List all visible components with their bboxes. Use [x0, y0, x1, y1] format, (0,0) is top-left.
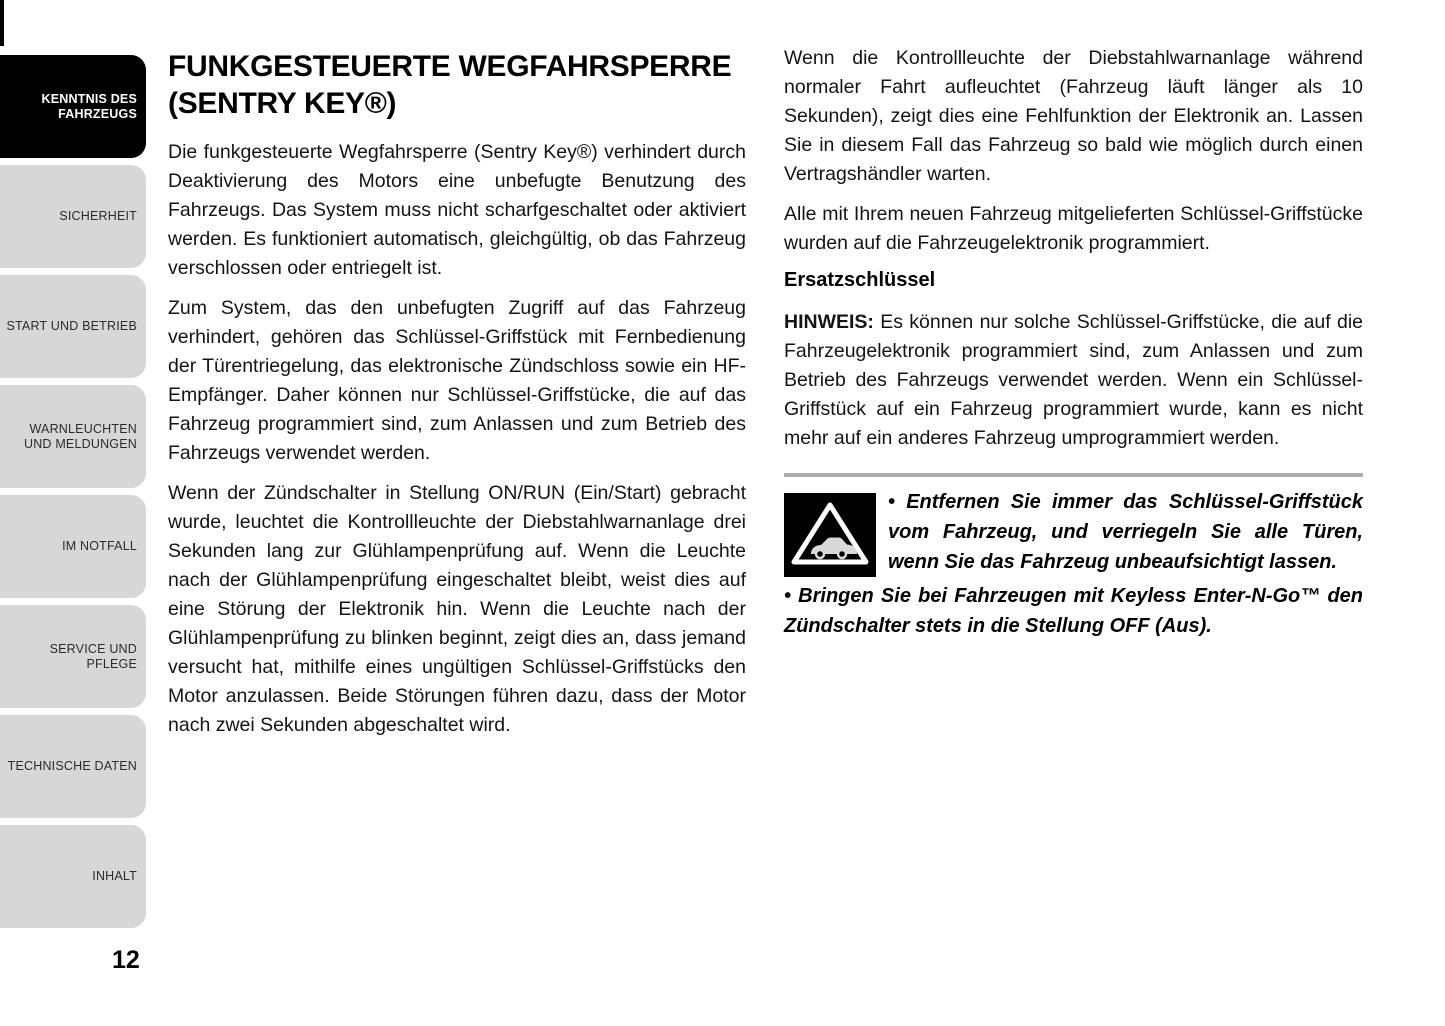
sidebar — [0, 55, 146, 928]
right-column — [784, 44, 1363, 645]
note-label: HINWEIS: — [784, 311, 874, 333]
note-text: Es können nur solche Schlüssel-Griffstücke, die auf die Fahrzeugelektronik programmiert sind, zum Anlassen und zum Betrieb des Fahrzeugs verwendet werden. Wenn ein Schlüssel-Griffstück auf ein Fahrzeug programmiert wurde, kann es nicht mehr auf ein anderes Fahrzeug umprogrammiert werden. — [784, 311, 1364, 449]
warning-bullet: • Entfernen Sie immer das Schlüssel-Griffstück vom Fahrzeug, und verriegeln Sie alle Türen, wenn Sie das Fahrzeug unbeaufsichtigt lassen. — [888, 491, 1363, 573]
paragraph: Alle mit Ihrem neuen Fahrzeug mitgelieferten Schlüssel-Griffstücke wurden auf die Fahrzeugelektronik programmiert. — [784, 203, 1363, 254]
paragraph: Wenn die Kontrollleuchte der Diebstahlwarnanlage während normaler Fahrt aufleuchtet (Fahrzeug läuft länger als 10 Sekunden), zeigt dies eine Fehlfunktion der Elektronik an. Lassen Sie in diesem Fall das Fahrzeug so bald wie möglich durch einen Vertragshändler warten. — [784, 47, 1363, 185]
paragraph: Zum System, das den unbefugten Zugriff auf das Fahrzeug verhindert, gehören das Schlüssel-Griffstück mit Fernbedienung der Türentriegelung, das elektronische Zündschloss sowie ein HF-Empfänger. Daher können nur Schlüssel-Griffstücke, die auf das Fahrzeug programmiert sind, zum Anlassen und zum Betrieb des Fahrzeugs verwendet werden. — [168, 297, 746, 464]
left-column — [168, 48, 746, 751]
page-binding-mark — [0, 0, 4, 46]
note-paragraph — [784, 308, 1363, 453]
sidebar-item-start-und-betrieb[interactable] — [0, 275, 146, 378]
sidebar-item-inhalt[interactable] — [0, 825, 146, 928]
sidebar-item-label: TECHNISCHE DATEN — [7, 759, 137, 773]
sidebar-item-warnleuchten-und-meldungen[interactable] — [0, 385, 146, 488]
sidebar-item-label: START UND BETRIEB — [6, 319, 137, 333]
warning-divider — [784, 473, 1363, 477]
sidebar-item-label: SICHERHEIT — [59, 209, 137, 223]
sidebar-item-label: INHALT — [92, 869, 137, 883]
sidebar-item-kenntnis-des-fahrzeugs[interactable] — [0, 55, 146, 158]
warning-bullet: • Bringen Sie bei Fahrzeugen mit Keyless Enter-N-Go™ den Zündschalter stets in die Stellung OFF (Aus). — [784, 585, 1363, 637]
paragraph: Die funkgesteuerte Wegfahrsperre (Sentry Key®) verhindert durch Deaktivierung des Motors eine unbefugte Benutzung des Fahrzeugs. Das System muss nicht scharfgeschaltet oder aktiviert werden. Es funktioniert automatisch, gleichgültig, ob das Fahrzeug verschlossen oder entriegelt ist. — [168, 141, 746, 279]
warning-block — [784, 487, 1363, 641]
sidebar-item-label: KENNTNIS DES FAHRZEUGS — [41, 91, 137, 121]
subheading: Ersatzschlüssel — [784, 269, 936, 291]
sidebar-item-label: IM NOTFALL — [62, 539, 137, 553]
paragraph: Wenn der Zündschalter in Stellung ON/RUN (Ein/Start) gebracht wurde, leuchtet die Kontrollleuchte der Diebstahlwarnanlage drei Sekunden lang zur Glühlampenprüfung auf. Wenn die Leuchte nach der Glühlampenprüfung eingeschaltet bleibt, weist dies auf eine Störung der Elektronik hin. Wenn die Leuchte nach der Glühlampenprüfung zu blinken beginnt, zeigt dies an, dass jemand versucht hat, mithilfe eines ungültigen Schlüssel-Griffstücks den Motor anzulassen. Beide Störungen führen dazu, dass der Motor nach zwei Sekunden abgeschaltet wird. — [168, 482, 746, 736]
sidebar-item-sicherheit[interactable] — [0, 165, 146, 268]
sidebar-item-service-und-pflege[interactable] — [0, 605, 146, 708]
sidebar-item-label: SERVICE UND PFLEGE — [49, 641, 137, 671]
car-warning-triangle-icon — [784, 493, 876, 577]
sidebar-item-technische-daten[interactable] — [0, 715, 146, 818]
page-title: FUNKGESTEUERTE WEGFAHRSPERRE (SENTRY KEY®) — [168, 50, 732, 120]
sidebar-item-label: WARNLEUCHTEN UND MELDUNGEN — [23, 421, 137, 451]
page-number: 12 — [112, 946, 140, 974]
sidebar-item-im-notfall[interactable] — [0, 495, 146, 598]
